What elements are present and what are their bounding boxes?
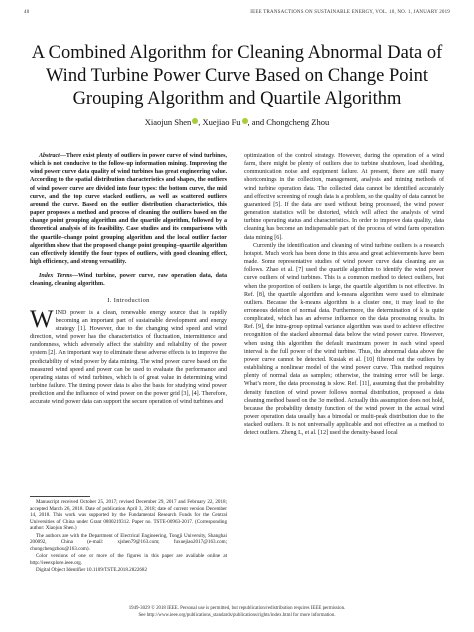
footnote-divider: [30, 496, 90, 497]
body-paragraph: Currently the identification and cleaning of wind turbine outliers is a research hotspot. Much work has been done in this area and great achievements have been made. Some representative studies of wind power curve data cleaning are as follows. Zhao et al. [7] used the quartile algorithm to identify the wind power curve outliers of wind turbines. This is a common method to detect outliers, but when the proportion of outliers is large, the quartile algorithm is not effective. In Ref. [8], the quartile algorithm and k-means algorithm were used to eliminate outliers. Because the k-means algorithm is a cluster one, it may lead to the erroneous deletion of normal data. Furthermore, the determination of k is quite complicated, which has an adverse influence on the data processing results. In Ref. [9], the intra-group optimal variance algorithm was used to achieve effective recognition of the stacked abnormal data below the wind power curve. However, when using this algorithm the default maximum power in each wind speed interval is the full power of the wind turbine. Thus, the abnormal data above the power curve cannot be detected. Kusiak et al. [10] filtered out the outliers by establishing a nonlinear model of the wind power curve. This method requires plenty of normal data as samples; otherwise, the training error will be large. What’s more, the data processing is slow. Ref. [11], assuming that the probability density function of wind power follows normal distribution, proposed a data cleaning method based on the 3σ method. Actually this assumption does not hold, because the probability density function of the wind power in the actual wind power operation data usually has a bimodal or multi-peak distribution due to the stacked outliers. It is not universally applicable and not effective as a method to detect outliers. Zheng L, et al. [12] used the density-based local: [244, 242, 444, 437]
abstract: [30, 152, 227, 266]
left-column: [30, 152, 227, 407]
body-paragraph: optimization of the control strategy. However, during the operation of a wind farm, there might be plenty of outliers due to turbine shutdown, load shedding, communication noise and equipment failure. At present, there are still many shortcomings in the collection, management, analysis and mining methods of wind turbine operation data. The collected data cannot be identified accurately and effective screening of rough data is a problem, so the quality of data cannot be guaranteed [5]. If the data are used without being processed, the wind power generation statistics will be distorted, which will affect the analysis of wind turbine operating status and characteristics. In order to improve data quality, data cleaning has become an indispensable part of the process of wind farm operation data mining [6].: [244, 153, 444, 241]
footnote-manuscript: Manuscript received October 25, 2017; revised December 29, 2017 and February 22, 2018; accepted March 26, 2018. Date of publication April 3, 2018; date of current version December 14, 2018. This work was supported by the Fundamental Research Funds for the Central Universities of China under Grant 0800219312. Paper no. TSTE-00963-2017. (Corresponding author: Xiaojun Shen.): [30, 499, 227, 532]
abstract-label: Abstract: [39, 153, 60, 159]
paper-title: A Combined Algorithm for Cleaning Abnormal Data of Wind Turbine Power Curve Based on Change Point Grouping Algorithm and Quartile Algorithm: [31, 43, 443, 109]
author-name: , and Chongcheng Zhou: [247, 117, 330, 127]
copyright-line: 1949-3029 © 2018 IEEE. Personal use is permitted, but republication/redistribution requires IEEE permission.: [128, 606, 346, 611]
section-heading: I. Introduction: [107, 296, 150, 304]
index-terms-text: —Wind turbine, power curve, raw operation data, data cleaning, cleaning algorithm.: [30, 273, 227, 288]
footnote-doi: Digital Object Identifier 10.1109/TSTE.2018.2822682: [36, 567, 148, 574]
drop-cap: W: [30, 305, 54, 333]
footnote-color: Color versions of one or more of the figures in this paper are available online at http://ieeexplore.ieee.org.: [30, 553, 227, 566]
author-name: Xuejiao Fu: [202, 117, 241, 127]
intro-paragraph: [30, 305, 227, 407]
right-column: [244, 152, 444, 437]
abstract-text: —There exist plenty of outliers in power curve of wind turbines, which is not conducive to the follow-up information mining. Improving the wind power curve data quality of wind turbines has great engineering value. According to the spatial distribution characteristics and shapes, the outliers of wind power curve are divided into four types: the bottom curve, the mid curve, and the top curve stacked outliers, as well as scattered outliers around the curve. Based on the outlier distribution characteristics, this paper proposes a method and process of cleaning the outliers based on the change point grouping algorithm and the quartile algorithm, followed by a theoretical analysis of its feasibility. Case studies and its comparisons with the quartile–change point grouping algorithm and the local outlier factor algorithm show that the proposed change point grouping–quartile algorithm can effectively identify the four types of outliers, with good cleaning effect, high efficiency, and strong versatility.: [30, 153, 227, 266]
running-header: [24, 10, 450, 20]
page-number: 40: [24, 10, 30, 15]
rights-link[interactable]: See http://www.ieee.org/publications_standards/publications/rights/index.html for more information.: [138, 612, 336, 618]
footnote: [30, 499, 227, 575]
index-terms-label: Index Terms: [39, 273, 72, 280]
footnote-affiliation: The authors are with the Department of Electrical Engineering, Tongji University, Shanghai 200092, China (e-mail: xjshen79@163.com; fuxuejiao2017@163.com; chongchengzhou@163.com).: [30, 532, 227, 552]
author-line: Xiaojun Shen , Xuejiao Fu , and Chongcheng Zhou: [144, 117, 330, 127]
orcid-icon[interactable]: [192, 118, 198, 124]
journal-name: IEEE TRANSACTIONS ON SUSTAINABLE ENERGY, VOL. 10, NO. 1, JANUARY 2019: [250, 10, 450, 15]
intro-text: IND power is a clean, renewable energy source that is rapidly becoming an important part of sustainable development and energy strategy [1]. However, due to the changing wind speed and wind direction, wind power has the characteristics of fluctuation, intermittence and randomness, which adversely affect the stability and reliability of the power system [2]. An important way to eliminate these adverse effects is to improve the predictability of wind power by data mining. The wind power curve based on the measured wind speed and power can be used to evaluate the performance and operating status of wind turbines, which is of great value in determining wind turbine failure. The timing power data is also the basis for studying wind power prediction and the influence of wind power on the power grid [3], [4]. Therefore, accurate wind power data can support the secure operation of wind turbines and: [30, 309, 227, 406]
author-name: Xiaojun Shen: [144, 117, 192, 127]
copyright-notice: [24, 606, 450, 619]
index-terms: [30, 272, 227, 288]
